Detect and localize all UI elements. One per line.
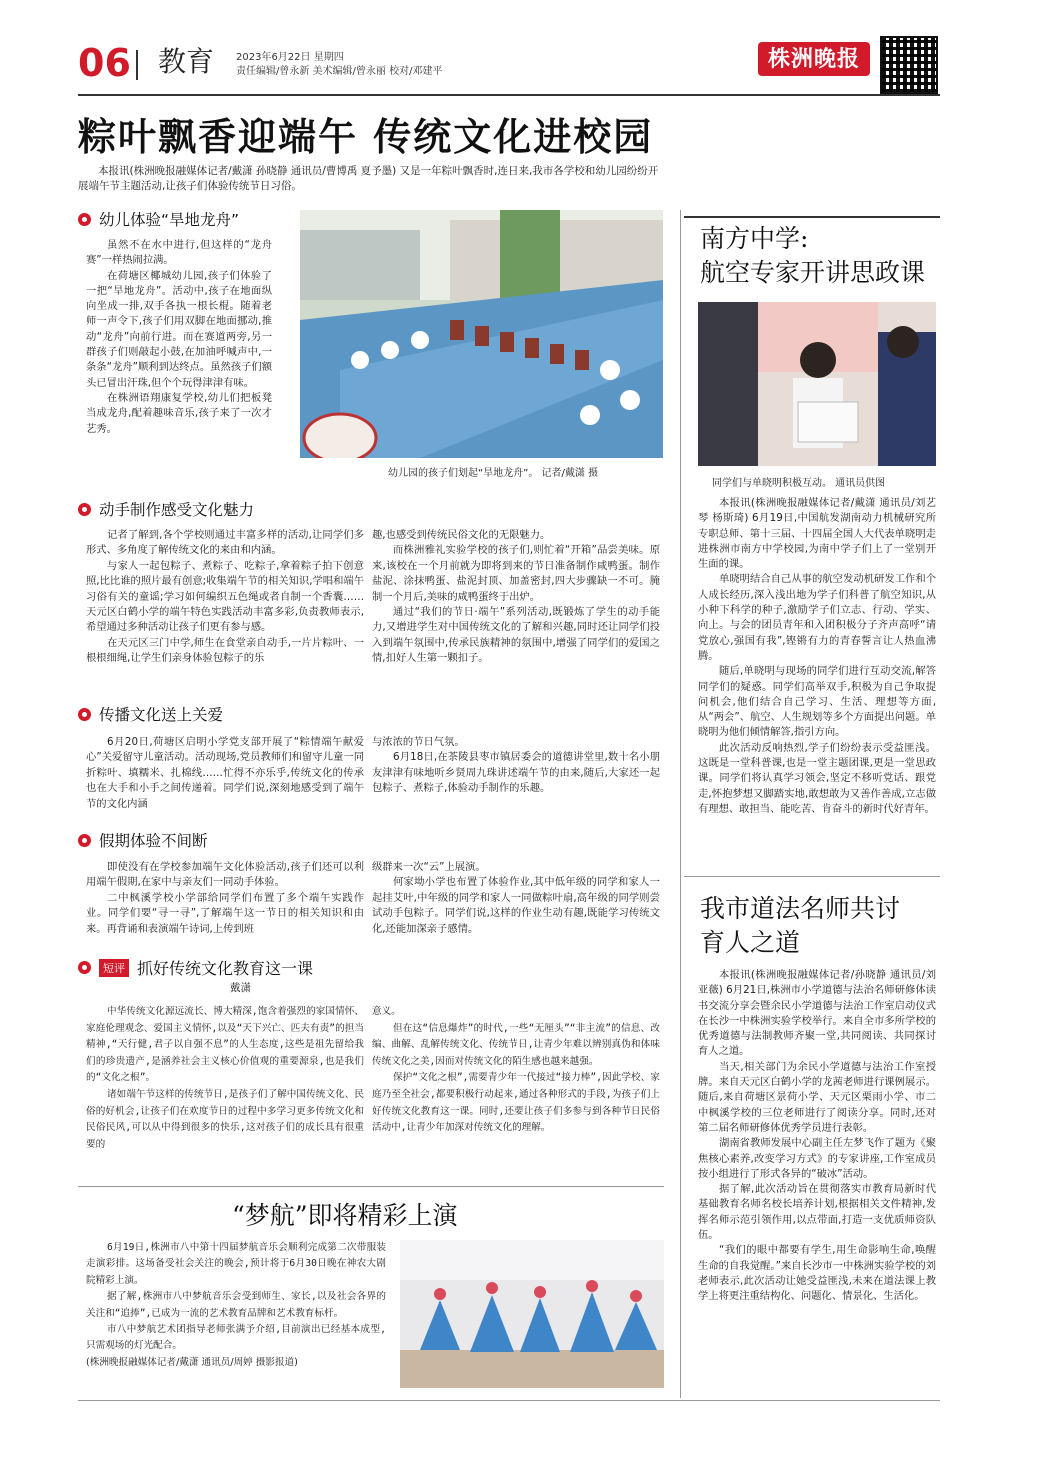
daofa-text: 本报讯(株洲晚报融媒体记者/孙晓静 通讯员/刘亚薇) 6月21日,株洲市小学道德与法治名师研修体读书交流分享会暨余民小学道德与法治工作室启动仪式在长沙一中株洲实验学校举行。来自全市多所学校的优秀道德与法制教师齐聚一堂,共同阅读、共同探讨育人之道。 当天,相关部门为余民小学道德与法治工作室授牌。来自天元区白鹤小学的龙茜老师进行课例展示。随后,来自荷塘区景荷小学、天元区栗雨小学、市二中枫溪学校的三位老师进行了阅读分享。同时,还对第二届名师研修体优秀学员进行表彰。 湖南省教师发展中心副主任左梦飞作了题为《聚焦核心素养,改变学习方式》的专家讲座,工作室成员按小组进行了形式各异的“破冰”活动。 据了解,此次活动旨在贯彻落实市教育局新时代基础教育名师名校长培养计划,根据相关文件精神,发挥名师示范引领作用,以点带面,打造一支优质师资队伍。 “我们的眼中都要有学生,用生命影响生命,唤醒生命的自我觉醒。”来自长沙市一中株洲实验学校的刘老师表示,此次活动让她受益匪浅,未来在道法课上教学上将更注重结构化、问题化、情景化、生活化。 xyxy=(698,969,936,1303)
comment-author: 戴潇 xyxy=(230,982,251,994)
bullet-icon xyxy=(78,961,91,974)
section4-col1: 即使没有在学校参加端午文化体验活动,孩子们还可以利用端午假期,在家中与亲友们一同动手体验。 二中枫溪学校小学部给同学们布置了多个端午实践作业。同学们要“寻一寻”,了解端午这一节日的相关知识和由来。再背诵和表演端午诗词,上传到班 xyxy=(86,861,364,935)
bullet-icon xyxy=(78,213,91,226)
nanfang-text: 本报讯(株洲晚报融媒体记者/戴潇 通讯员/刘艺琴 杨斯琦) 6月19日,中国航发湖南动力机械研究所专职总师、第十三届、十四届全国人大代表单晓明走进株洲市南方中学校园,为南中学子们上了一堂别开生面的课。 单晓明结合自己从事的航空发动机研发工作和个人成长经历,深入浅出地为学子们科普了航空知识,从小种下科学的种子,激励学子们立志、行动、学实、向上。与会的团员青年和入团积极分子齐声高呼“请党放心,强国有我”,铿锵有力的青春誓言让人热血沸腾。 随后,单晓明与现场的同学们进行互动交流,解答同学们的疑惑。同学们高举双手,积极为自己争取提问机会,他们结合自己学习、生活、理想等方面,从“两会”、航空、人生规划等多个方面提出问题。单晓明为他们倾情解答,指引方向。 此次活动反响热烈,学子们纷纷表示受益匪浅。这既是一堂科普课,也是一堂主题团课,更是一堂思政课。同学们将认真学习领会,坚定不移听党话、跟党走,怀抱梦想又脚踏实地,敢想敢为又善作善成,立志做有理想、敢担当、能吃苦、肯奋斗的新时代好青年。 xyxy=(698,497,936,815)
nanfang-caption: 同学们与单晓明积极互动。 通讯员供图 xyxy=(712,478,886,489)
right-mid-rule xyxy=(684,876,940,877)
nanfang-title: 南方中学: 航空专家开讲思政课 xyxy=(700,224,926,287)
page-number: 06 xyxy=(78,41,131,85)
nanfang-photo xyxy=(698,302,936,466)
date-line: 2023年6月22日 星期四 xyxy=(236,52,344,63)
bullet-icon xyxy=(78,834,91,847)
dream-article-text: 6月19日,株洲市八中第十四届梦航音乐会顺利完成第二次带服装走演彩排。这场备受社会关注的晚会,预计将于6月30日晚在神农大剧院精彩上演。 据了解,株洲市八中梦航音乐会受到师生、家长,以及社会各界的关注和“追捧”,已成为一流的艺术教育品牌和艺术教育标杆。 市八中梦航艺术团指导老师张满予介绍,目前演出已经基本成型,只需观场的灯光配合。 (株洲晚报融媒体记者/戴潇 通讯员/周婷 摄影报道) xyxy=(86,1242,386,1368)
footer-rule xyxy=(78,1400,940,1401)
page-headline: 粽叶飘香迎端午 传统文化进校园 xyxy=(78,115,654,159)
header-divider xyxy=(136,50,138,80)
comment-col1: 中华传统文化源远流长、博大精深,饱含着强烈的家国情怀、家庭伦理观念、爱国主义情怀,以及“天下兴亡、匹夫有责”的担当精神,“天行健,君子以自强不息”的人生态度,这些是祖先留给我们的珍贵遗产,是涵养社会主义核心价值观的重要源泉,也是我们的“文化之根”。 诸如端午节这样的传统节日,是孩子们了解中国传统文化、民俗的好机会,让孩子们在欢度节日的过程中多学习更多传统文化和民俗民风,可以从中得到很多的快乐,这对孩子们的成长具有很重要的 xyxy=(86,1006,364,1150)
qr-code-icon xyxy=(880,36,938,94)
editors-line: 责任编辑/曾永新 美术编辑/曾永丽 校对/邓建平 xyxy=(236,66,443,77)
lead-paragraph: 本报讯(株洲晚报融媒体记者/戴潇 孙晓静 通讯员/曹博禹 夏予墨) 又是一年粽叶飘香时,连日来,我市各学校和幼儿园纷纷开展端午节主题活动,让孩子们体验传统节日习俗。 xyxy=(78,165,659,192)
section2-col2: 趣,也感受到传统民俗文化的无限魅力。 而株洲雅礼实验学校的孩子们,则忙着“开箱”品尝美味。原来,该校在一个月前就为即将到来的节日准备制作咸鸭蛋。制作盐泥、涂抹鸭蛋、盐泥封顶、加盖密封,四大步骤缺一不可。腌制一个月后,美味的咸鸭蛋终于出炉。 通过“我们的节日·端午”系列活动,既锻炼了学生的动手能力,又增进学生对中国传统文化的了解和兴趣,同时还让同学们投入到端午氛围中,传承民族精神的氛围中,增强了同学们的爱国之情,扣好人生第一颗扣子。 xyxy=(372,529,660,665)
dream-article-title: “梦航”即将精彩上演 xyxy=(232,1201,458,1230)
bullet-icon xyxy=(78,503,91,516)
subhead-holiday: 假期体验不间断 xyxy=(78,829,208,851)
section-name: 教育 xyxy=(158,45,215,78)
right-top-rule xyxy=(684,216,940,218)
section3-col2: 与浓浓的节日气氛。 6月18日,在茶陵县枣市镇居委会的道德讲堂里,数十名小朋友津津有味地听乡贤周九珠讲述端午节的由来,随后,大家还一起包粽子、煮粽子,体验动手制作的乐趣。 xyxy=(372,736,660,795)
dragon-boat-caption: 幼儿园的孩子们划起“旱地龙舟”。 记者/戴潇 摄 xyxy=(388,468,599,479)
daofa-title: 我市道法名师共讨 育人之道 xyxy=(700,894,901,957)
dream-article-rule xyxy=(78,1186,664,1187)
comment-badge: 短评 xyxy=(99,959,129,977)
subhead-care: 传播文化送上关爱 xyxy=(78,703,223,725)
section4-col2: 级群来一次“云”上展演。 何家坳小学也布置了体验作业,其中低年级的同学和家人一起挂艾叶,中年级的同学和家人一同做粽叶扇,高年级的同学则尝试动手包粽子。同学们说,这样的作业生动有趣,既能学习传统文化,还能加深亲子感情。 xyxy=(372,861,660,935)
dragon-boat-photo xyxy=(300,210,663,458)
section3-col1: 6月20日,荷塘区启明小学党支部开展了“粽情端午献爱心”关爱留守儿童活动。活动现场,党员教师们和留守儿童一同折粽叶、填糯米、扎棉线……忙得不亦乐乎,传统文化的传承也在大手和小手之间传递着。同学们说,深刻地感受到了端午节的文化内涵 xyxy=(86,736,364,810)
newspaper-logo: 株洲晚报 xyxy=(758,42,870,76)
subhead-dragon-boat: 幼儿体验“旱地龙舟” xyxy=(78,208,239,230)
header-rule xyxy=(78,94,940,96)
section1-text: 虽然不在水中进行,但这样的“龙舟赛”一样热闹拉满。 在荷塘区椰城幼儿园,孩子们体验了一把“旱地龙舟”。活动中,孩子在地面纵向坐成一排,双手各执一根长棍。随着老师一声令下,孩子们用双脚在地面挪动,推动“龙舟”向前行进。而在赛道两旁,另一群孩子们则敲起小鼓,在加油呼喊声中,一条条“龙舟”顺利到达终点。虽然孩子们额头已冒出汗珠,但个个玩得津津有味。 在株洲语翔康复学校,幼儿们把板凳当成龙舟,配着趣味音乐,孩子来了一次才艺秀。 xyxy=(86,239,272,435)
subhead-handmade: 动手制作感受文化魅力 xyxy=(78,498,254,520)
column-divider xyxy=(680,210,681,1398)
section2-col1: 记者了解到,各个学校则通过丰富多样的活动,让同学们多形式、多角度了解传统文化的来由和内涵。 与家人一起包粽子、煮粽子、吃粽子,拿着粽子拍下创意照,比比谁的照片最有创意;收集端午节的相关知识,学唱和端午习俗有关的童谣;学习如何编织五色绳或者自制一个香囊……天元区白鹤小学的端午特色实践活动丰富多彩,负责教师表示,希望通过多种活动让孩子们更有参与感。 在天元区三门中学,师生在食堂亲自动手,一片片粽叶、一根根细绳,让学生们亲身体验包粽子的乐 xyxy=(86,529,364,665)
comment-col2: 意义。 但在这“信息爆炸”的时代,一些“无厘头”“非主流”的信息、改编、曲解、乱解传统文化、传统节日,让青少年难以辨别真伪和体味传统文化之美,因而对传统文化的陌生感也越来越强。 保护“文化之根”,需要青少年一代接过“接力棒”,因此学校、家庭乃至全社会,都要积极行动起来,通过各种形式的手段,为孩子们上好传统文化教育这一课。同时,还要让孩子们多参与到各种节日民俗活动中,让青少年加深对传统文化的理解。 xyxy=(372,1006,660,1134)
header-meta xyxy=(236,51,442,79)
dance-photo xyxy=(400,1240,664,1388)
comment-heading: 短评 抓好传统文化教育这一课 xyxy=(78,956,313,979)
bullet-icon xyxy=(78,708,91,721)
